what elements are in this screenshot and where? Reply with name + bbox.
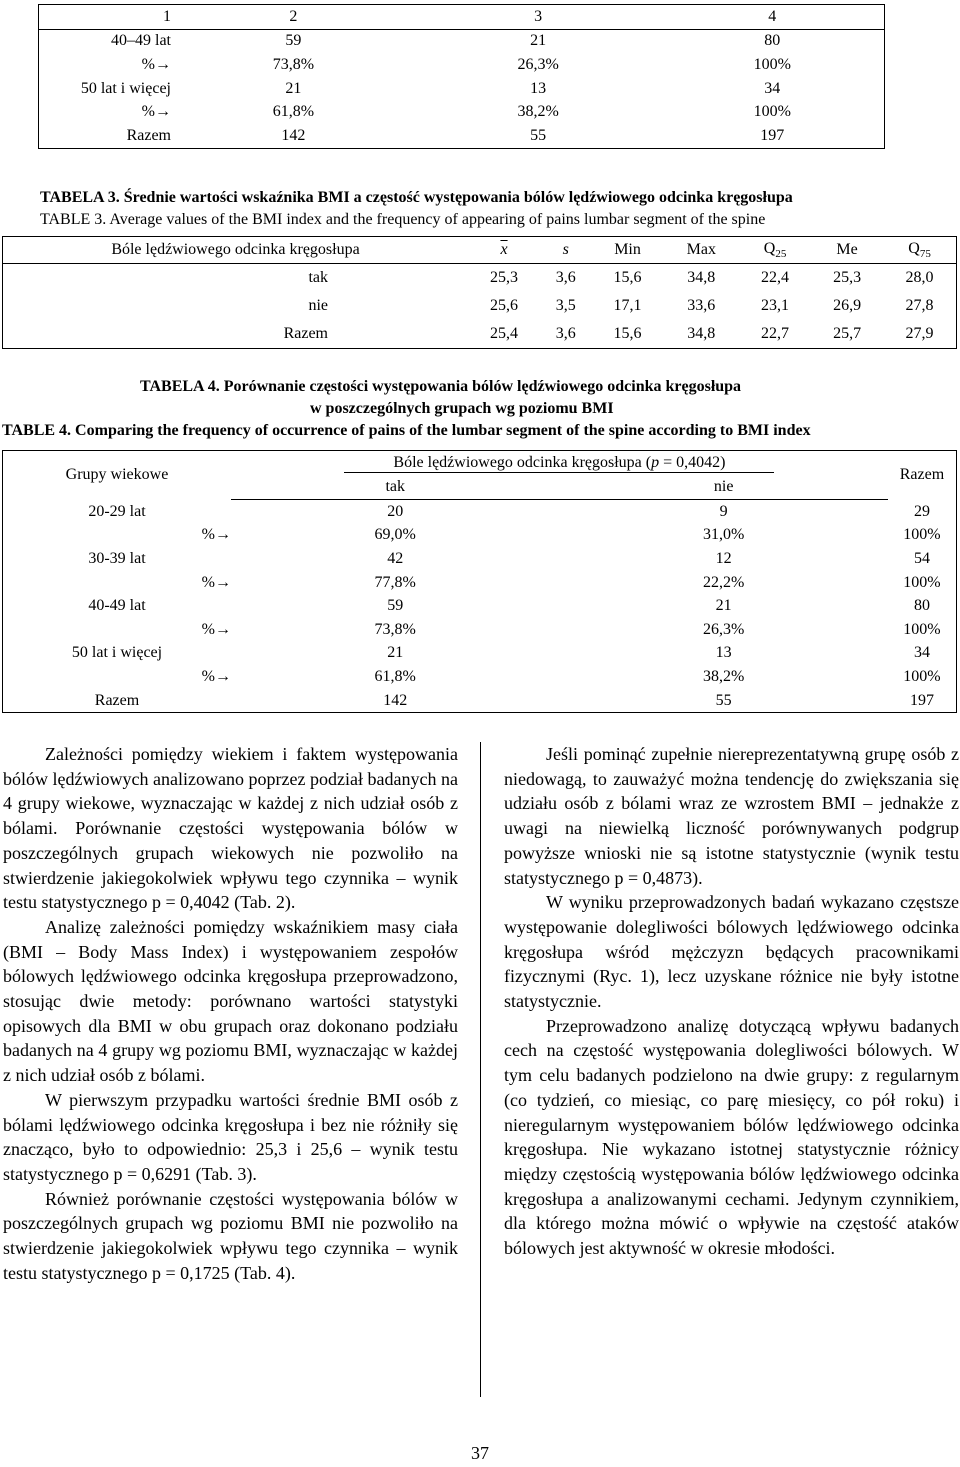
table-cell: 26,3% — [702, 620, 745, 638]
table-cell: 40-49 lat — [88, 597, 146, 615]
table4-caption-pl-1: TABELA 4. Porównanie częstości występowania bólów lędźwiowego odcinka kręgosłupa — [140, 378, 742, 395]
table-cell: 73,8% — [272, 55, 315, 73]
table3-caption-pl: TABELA 3. Średnie wartości wskaźnika BMI a częstość występowania bólów lędźwiowego odcinka kręgosłupa — [40, 189, 793, 206]
paragraph: Zależności pomiędzy wiekiem i faktem występowania bólów lędźwiowych analizowano poprzez podział badanych na 4 grupy wiekowe, wyznaczając w każdej z nich udział osób z bólami. Porównanie częstości występowania bólów w poszczególnych grupach wiekowych nie pozwoliło na stwierdzenie jakiegokolwiek wpływu tego czynnika – wynik testu statystycznego p = 0,4042 (Tab. 2). — [3, 744, 458, 913]
table-cell: 25,3 — [833, 269, 862, 286]
table-cell: 80 — [913, 597, 930, 615]
table-cell: 142 — [383, 691, 408, 709]
header-cell: Bóle lędźwiowego odcinka kręgosłupa — [3, 237, 469, 264]
table-cell: 197 — [909, 691, 934, 709]
table-row — [3, 571, 957, 595]
table-row — [3, 594, 957, 618]
table-cell: 15,6 — [613, 325, 642, 342]
table-row — [3, 292, 957, 320]
header-cell: Me — [811, 237, 883, 264]
table-cell: 23,1 — [761, 297, 790, 314]
table-header-row — [39, 5, 885, 30]
table-cell: 61,8% — [272, 103, 315, 121]
table-row — [3, 524, 957, 548]
table-cell: 197 — [760, 126, 785, 144]
table-cell: 100% — [753, 55, 791, 73]
table-cell: 22,7 — [761, 325, 790, 342]
table-cell: %→ — [141, 55, 171, 73]
table-cell: 42 — [387, 549, 404, 567]
column-divider — [480, 742, 481, 1397]
table-cell: 25,3 — [490, 269, 519, 286]
table-row — [3, 642, 957, 666]
table-cell: 22,4 — [761, 269, 790, 286]
table-cell: %→ — [201, 620, 231, 638]
table-row — [3, 689, 957, 713]
table-cell: 34,8 — [687, 269, 716, 286]
table-row — [3, 264, 957, 293]
header-cell-sd: s — [540, 237, 591, 264]
table-cell: 26,9 — [833, 297, 862, 314]
header-cell: 1 — [39, 5, 172, 30]
table-cell: 25,7 — [833, 325, 862, 342]
table-cell: 100% — [903, 573, 941, 591]
table4 — [2, 450, 957, 713]
table-cell: %→ — [201, 573, 231, 591]
table-cell: tak — [308, 269, 328, 286]
table-row — [3, 618, 957, 642]
table-cell: Razem — [126, 126, 171, 144]
table-cell: 77,8% — [374, 573, 416, 591]
table-cell: 55 — [530, 126, 547, 144]
paragraph: Również porównanie częstości występowania bólów w poszczególnych grupach wg poziomu BMI nie pozwoliło na stwierdzenie jakiegokolwiek wpływu tego czynnika – wynik testu statystycznego p = 0,1725 (Tab. 4). — [3, 1188, 458, 1283]
header-cell-group: Grupy wiekowe — [65, 466, 169, 484]
table-cell: 25,4 — [490, 325, 519, 342]
table-cell: 100% — [903, 526, 941, 544]
table-cell: 33,6 — [687, 297, 716, 314]
table3-caption-en: TABLE 3. Average values of the BMI index and the frequency of appearing of pains lumbar segment of the spine — [40, 211, 766, 228]
table-cell: 28,0 — [905, 269, 934, 286]
table-row — [3, 500, 957, 524]
table-cell: 25,6 — [490, 297, 519, 314]
table-row — [3, 665, 957, 689]
table-cell: 38,2% — [702, 667, 745, 685]
table-cell: 69,0% — [374, 526, 416, 544]
table-row — [39, 77, 885, 101]
header-cell-yes: tak — [231, 475, 559, 500]
table-cell: 21 — [387, 644, 404, 662]
table-header-row — [3, 237, 957, 264]
table-cell: 3,6 — [555, 325, 576, 342]
table-cell: 40–49 lat — [111, 32, 171, 50]
header-cell: Max — [664, 237, 739, 264]
table-cell: 34 — [764, 79, 781, 97]
table-cell: 142 — [281, 126, 306, 144]
table3 — [2, 236, 957, 349]
table-cell: 50 lat i więcej — [71, 644, 163, 662]
header-cell-no: nie — [559, 475, 887, 500]
table-cell: 21 — [285, 79, 302, 97]
table-cell: nie — [308, 297, 328, 314]
table-cell: 55 — [715, 691, 732, 709]
table-cell: %→ — [141, 103, 171, 121]
text-column-left — [3, 742, 458, 1285]
table-continuation — [38, 4, 885, 149]
table-cell: 29 — [913, 502, 930, 520]
table-cell: 17,1 — [613, 297, 642, 314]
paragraph: Przeprowadzono analizę dotyczącą wpływu badanych cech na częstość występowania dolegliwości bólowych. W tym celu badanych podzielono na dwie grupy: z regularnym (co tydzień, co miesiąc, co parę miesięcy, co pół roku) i nieregularnym występowaniem bólów lędźwiowego odcinka kręgosłupa. Nie wykazano istotnej statystycznie różnicy między częstością występowania bólów lędźwiowego odcinka kręgosłupa a analizowanymi cechami. Jedynym czynnikiem, dla którego można mówić o wpływie na częstość ataków bólowych jest aktywność w okresie młodości. — [504, 1015, 959, 1259]
table-row — [3, 320, 957, 349]
table-cell: 21 — [715, 597, 732, 615]
table-cell: 27,9 — [905, 325, 934, 342]
table-cell: 73,8% — [374, 620, 416, 638]
table-cell: 38,2% — [517, 103, 559, 121]
table-cell: 12 — [715, 549, 732, 567]
table-cell: 3,6 — [555, 269, 576, 286]
text-column-right — [504, 742, 959, 1261]
table-cell: 30-39 lat — [88, 549, 146, 567]
table-cell: 34 — [913, 644, 930, 662]
header-cell-pain: Bóle lędźwiowego odcinka kręgosłupa (p = 0,4042) — [231, 451, 888, 476]
paragraph: W pierwszym przypadku wartości średnie BMI osób z bólami lędźwiowego odcinka kręgosłupa i bez nie różniły się znacząco, było to odpowiednio: 25,3 i 25,6 – wynik testu statystycznego p = 0,6291 (Tab. 3). — [3, 1089, 458, 1184]
table-cell: 22,2% — [702, 573, 745, 591]
header-cell: 3 — [416, 5, 661, 30]
header-cell: 2 — [171, 5, 416, 30]
table-cell: 15,6 — [613, 269, 642, 286]
header-cell-q25: $Q_{25}$ — [739, 237, 811, 264]
paragraph: Jeśli pominąć zupełnie niereprezentatywną grupę osób z niedowagą, to zauważyć można tendencję do zwiększania się udziału osób z bólami wraz ze wzrostem BMI – jednakże z uwagi na niewielką liczność porównywanych podgrup powyższe wnioski nie są istotne statystycznie (wynik testu statystycznego p = 0,4873). — [504, 744, 959, 888]
table-cell: 21 — [530, 32, 547, 50]
page-number: 37 — [471, 1443, 489, 1463]
table-cell: %→ — [201, 667, 231, 685]
table-cell: 20 — [387, 502, 404, 520]
header-cell: Min — [592, 237, 664, 264]
table-cell: Razem — [283, 325, 328, 342]
table-row — [3, 547, 957, 571]
table-row — [39, 124, 885, 148]
header-cell-mean: $\overline{x}$ — [468, 237, 540, 264]
table4-caption-pl-2: w poszczególnych grupach wg poziomu BMI — [310, 400, 614, 417]
paragraph: W wyniku przeprowadzonych badań wykazano częstsze występowanie dolegliwości bólowych lędźwiowego odcinka kręgosłupa wśród mężczyzn będących pracownikami fizycznymi (Ryc. 1), lecz uzyskane różnice nie były istotne statystycznie. — [504, 892, 959, 1012]
paragraph: Analizę zależności pomiędzy wskaźnikiem masy ciała (BMI – Body Mass Index) i występowaniem zespołów bólowych lędźwiowego odcinka kręgosłupa przeprowadzono, stosując dwie metody: porównano wartości statystyki opisowych dla BMI w obu grupach oraz dokonano podziału badanych na 4 grupy wg poziomu BMI, wyznaczając w każdej z nich udział osób z bólami. — [3, 916, 458, 1086]
table-cell: %→ — [201, 526, 231, 544]
table-cell: 100% — [753, 103, 791, 121]
table-cell: 59 — [285, 32, 302, 50]
table-cell: 100% — [903, 620, 941, 638]
header-cell-q75: $Q_{75}$ — [883, 237, 956, 264]
table4-caption-en: TABLE 4. Comparing the frequency of occurrence of pains of the lumbar segment of the spine according to BMI index — [2, 422, 811, 439]
table-cell: 50 lat i więcej — [80, 79, 171, 97]
table-cell: 34,8 — [687, 325, 716, 342]
table-cell: 3,5 — [555, 297, 576, 314]
table-cell: 9 — [719, 502, 728, 520]
table-cell: 59 — [387, 597, 404, 615]
table-cell: 13 — [530, 79, 547, 97]
table-cell: 20-29 lat — [88, 502, 146, 520]
table-cell: 61,8% — [374, 667, 416, 685]
table-cell: 80 — [764, 32, 781, 50]
header-cell: 4 — [660, 5, 884, 30]
table-cell: 54 — [913, 549, 930, 567]
header-cell-total: Razem — [899, 466, 945, 484]
table-cell: Razem — [94, 691, 140, 709]
table-cell: 31,0% — [702, 526, 745, 544]
table-row — [39, 53, 885, 77]
table-row — [39, 100, 885, 124]
table-cell: 27,8 — [905, 297, 934, 314]
table-cell: 13 — [715, 644, 732, 662]
table-row — [39, 29, 885, 53]
table-cell: 26,3% — [517, 55, 559, 73]
table-cell: 100% — [903, 667, 941, 685]
table-header-row — [3, 451, 957, 476]
